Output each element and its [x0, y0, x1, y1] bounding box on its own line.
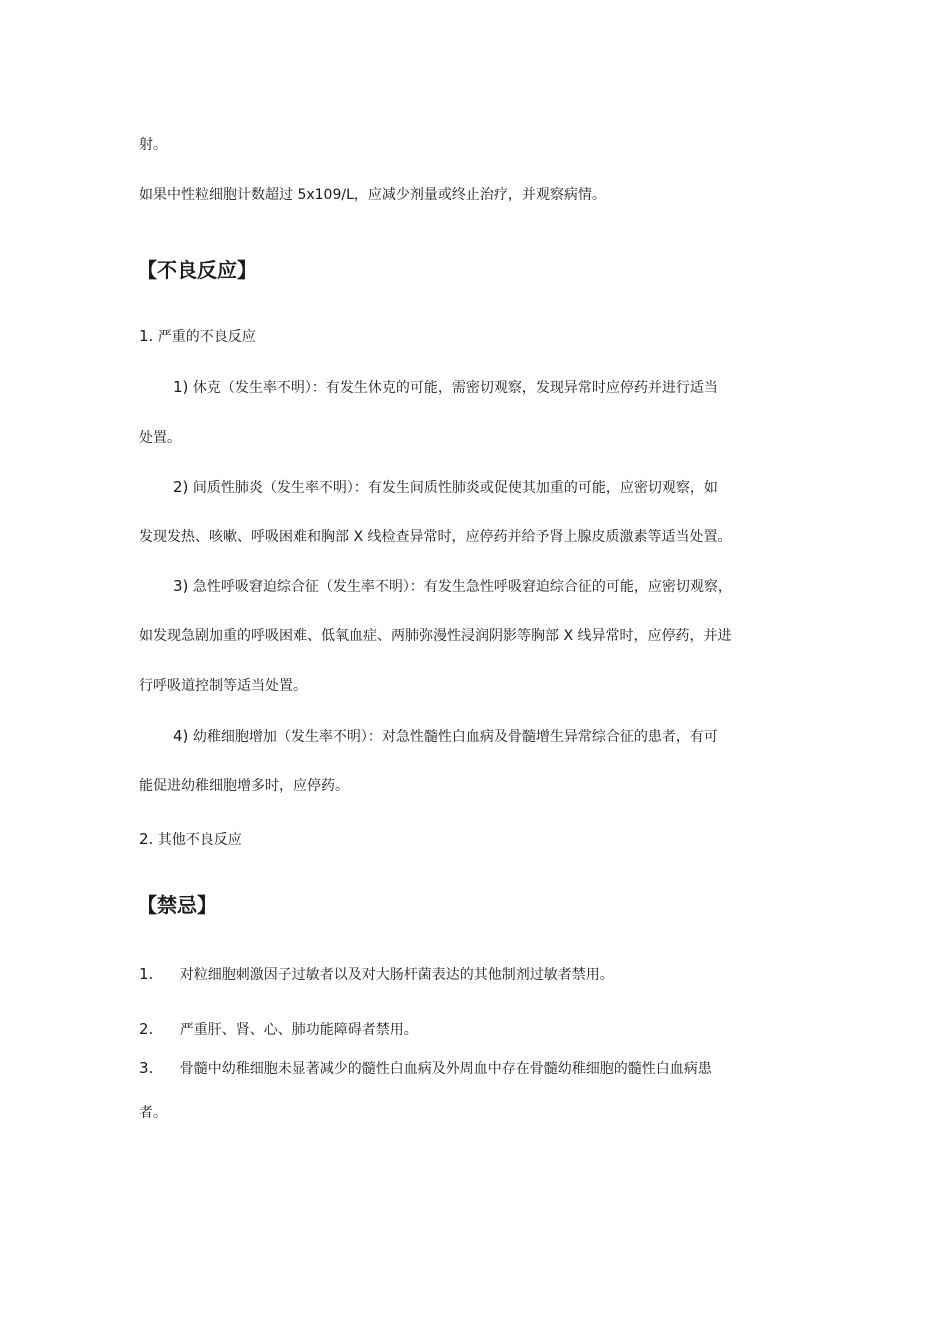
ards-item-line-1 [173, 576, 732, 597]
list-label: 严重的不良反应 [157, 329, 256, 345]
item-text: 间质性肺炎（发生率不明）：有发生间质性肺炎或促使其加重的可能，应密切观察，如 [192, 480, 718, 496]
contra-item-2 [139, 1019, 418, 1040]
list-number: 1. [139, 327, 154, 345]
list-number: 3. [139, 1059, 154, 1077]
item-text: 幼稚细胞增加（发生率不明）：对急性髓性白血病及骨髓增生异常综合征的患者，有可 [192, 729, 718, 745]
list-text: 严重肝、肾、心、肺功能障碍者禁用。 [179, 1022, 418, 1038]
blast-item-line-2: 能促进幼稚细胞增多时，应停药。 [139, 778, 349, 794]
contra-item-3-line-1 [139, 1058, 712, 1079]
item-text: 休克（发生率不明）：有发生休克的可能，需密切观察，发现异常时应停药并进行适当 [192, 380, 718, 396]
list-text: 骨髓中幼稚细胞未显著减少的髓性白血病及外周血中存在骨髓幼稚细胞的髓性白血病患 [179, 1061, 712, 1077]
item-number: 2) [173, 478, 189, 496]
ards-item-line-2: 如发现急剧加重的呼吸困难、低氧血症、两肺弥漫性浸润阴影等胸部 X 线异常时，应停药，并进 [139, 628, 732, 644]
contraindications-heading: 【禁忌】 [137, 893, 217, 917]
serious-reactions-title [139, 326, 256, 347]
item-number: 3) [173, 577, 189, 595]
list-text: 对粒细胞刺激因子过敏者以及对大肠杆菌表达的其他制剂过敏者禁用。 [179, 967, 614, 983]
pneumonia-item-line-1 [173, 477, 718, 498]
item-number: 1) [173, 378, 189, 396]
item-text: 急性呼吸窘迫综合征（发生率不明）：有发生急性呼吸窘迫综合征的可能，应密切观察， [192, 579, 732, 595]
dose-adjustment-note: 如果中性粒细胞计数超过 5x109/L，应减少剂量或终止治疗，并观察病情。 [139, 187, 606, 203]
list-label: 其他不良反应 [157, 832, 242, 848]
continuation-text: 射。 [139, 137, 167, 153]
blast-item-line-1 [173, 726, 718, 747]
list-number: 2. [139, 830, 154, 848]
other-reactions-title [139, 829, 242, 850]
shock-item-line-1 [173, 377, 718, 398]
adverse-reactions-heading: 【不良反应】 [137, 258, 257, 282]
shock-item-line-2: 处置。 [139, 430, 181, 446]
contra-item-3-line-2: 者。 [139, 1105, 167, 1121]
item-number: 4) [173, 727, 189, 745]
pneumonia-item-line-2: 发现发热、咳嗽、呼吸困难和胸部 X 线检查异常时，应停药并给予肾上腺皮质激素等适当处置。 [139, 529, 732, 545]
list-number: 2. [139, 1020, 154, 1038]
ards-item-line-3: 行呼吸道控制等适当处置。 [139, 678, 307, 694]
list-number: 1. [139, 965, 154, 983]
contra-item-1 [139, 964, 614, 985]
